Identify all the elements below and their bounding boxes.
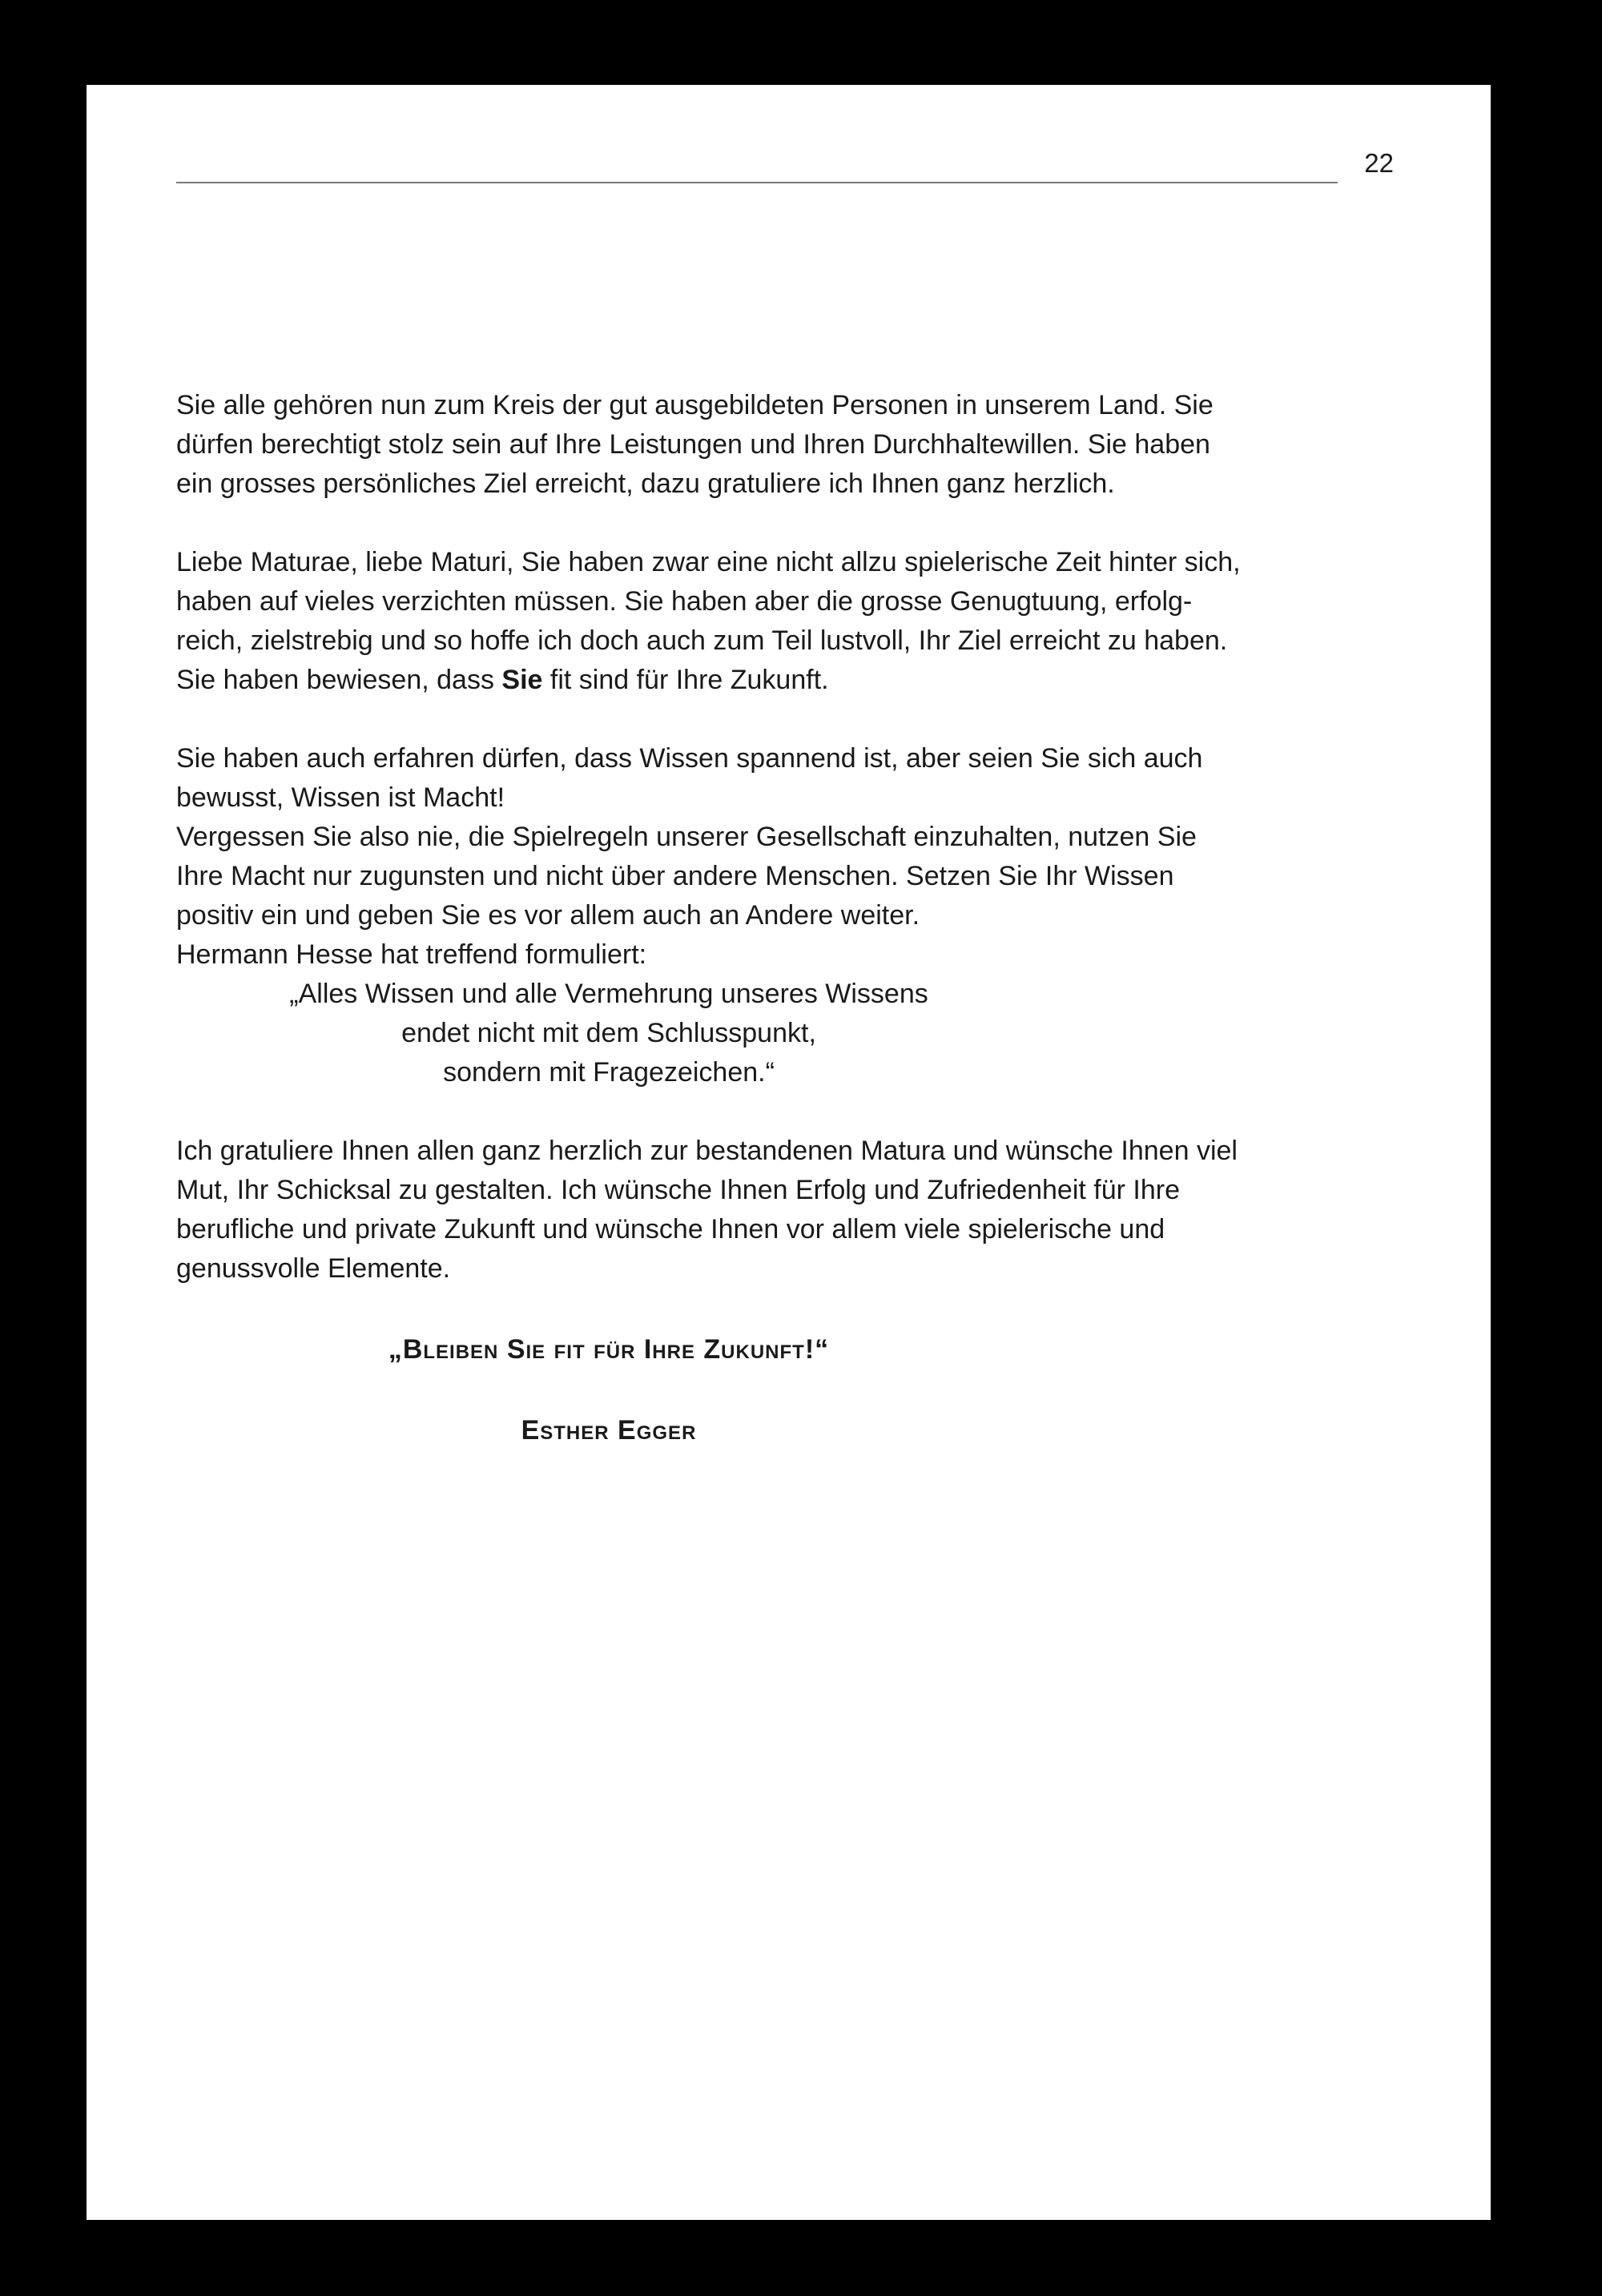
closing-motto: „Bleiben Sie fit für Ihre Zukunft!“ — [388, 1334, 830, 1365]
paragraph-4-line-3: berufliche und private Zukunft und wünsche Ihnen vor allem viele spielerische und — [176, 1214, 1165, 1245]
quote-line-3: sondern mit Fragezeichen.“ — [443, 1057, 775, 1088]
paragraph-1-line-3: ein grosses persönliches Ziel erreicht, dazu gratuliere ich Ihnen ganz herzlich. — [176, 468, 1115, 499]
paragraph-spacer — [176, 700, 1394, 739]
paragraph-2-line-1: Liebe Maturae, liebe Maturi, Sie haben zwar eine nicht allzu spielerische Zeit hinter sich, — [176, 547, 1241, 577]
paragraph-2-line-3: reich, zielstrebig und so hoffe ich doch auch zum Teil lustvoll, Ihr Ziel erreicht zu haben. — [176, 625, 1228, 656]
paragraph-spacer — [176, 1092, 1394, 1132]
paragraph-1-line-2: dürfen berechtigt stolz sein auf Ihre Leistungen und Ihren Durchhaltewillen. Sie haben — [176, 429, 1210, 460]
signature-name: Esther Egger — [521, 1415, 697, 1446]
paragraph-4-line-2: Mut, Ihr Schicksal zu gestalten. Ich wünsche Ihnen Erfolg und Zufriedenheit für Ihre — [176, 1175, 1181, 1205]
paragraph-4-line-4: genussvolle Elemente. — [176, 1253, 451, 1284]
paragraph-3-line-1: Sie haben auch erfahren dürfen, dass Wissen spannend ist, aber seien Sie sich auch — [176, 743, 1203, 774]
page-number: 22 — [1364, 148, 1394, 178]
header-rule — [176, 182, 1338, 183]
quote-line-2: endet nicht mit dem Schlusspunkt, — [401, 1018, 816, 1048]
paragraph-3-line-4: Ihre Macht nur zugunsten und nicht über andere Menschen. Setzen Sie Ihr Wissen — [176, 861, 1174, 891]
paragraph-3-line-5: positiv ein und geben Sie es vor allem auch an Andere weiter. — [176, 900, 920, 931]
paragraph-2-line-2: haben auf vieles verzichten müssen. Sie haben aber die grosse Genugtuung, erfolg- — [176, 586, 1193, 617]
closing-spacer — [176, 1369, 1394, 1411]
closing-spacer — [176, 1289, 1394, 1330]
paragraph-4-line-1: Ich gratuliere Ihnen allen ganz herzlich zur bestandenen Matura und wünsche Ihnen viel — [176, 1136, 1238, 1166]
paragraph-2-line-4-start: Sie haben bewiesen, dass — [176, 665, 502, 695]
quote-line-1: „Alles Wissen und alle Vermehrung unseres Wissens — [289, 979, 928, 1009]
paragraph-spacer — [176, 504, 1394, 543]
paragraph-3-line-6: Hermann Hesse hat treffend formuliert: — [176, 939, 647, 970]
emphasis-sie: Sie — [501, 665, 543, 695]
paragraph-3-line-2: bewusst, Wissen ist Macht! — [176, 782, 505, 813]
letter-body — [176, 386, 1394, 1450]
paragraph-3-line-3: Vergessen Sie also nie, die Spielregeln unserer Gesellschaft einzuhalten, nutzen Sie — [176, 822, 1197, 852]
paragraph-1-line-1: Sie alle gehören nun zum Kreis der gut ausgebildeten Personen in unserem Land. Sie — [176, 390, 1214, 420]
paragraph-2-line-4-end: fit sind für Ihre Zukunft. — [542, 665, 829, 695]
paragraph-2-line-4 — [176, 661, 1394, 700]
